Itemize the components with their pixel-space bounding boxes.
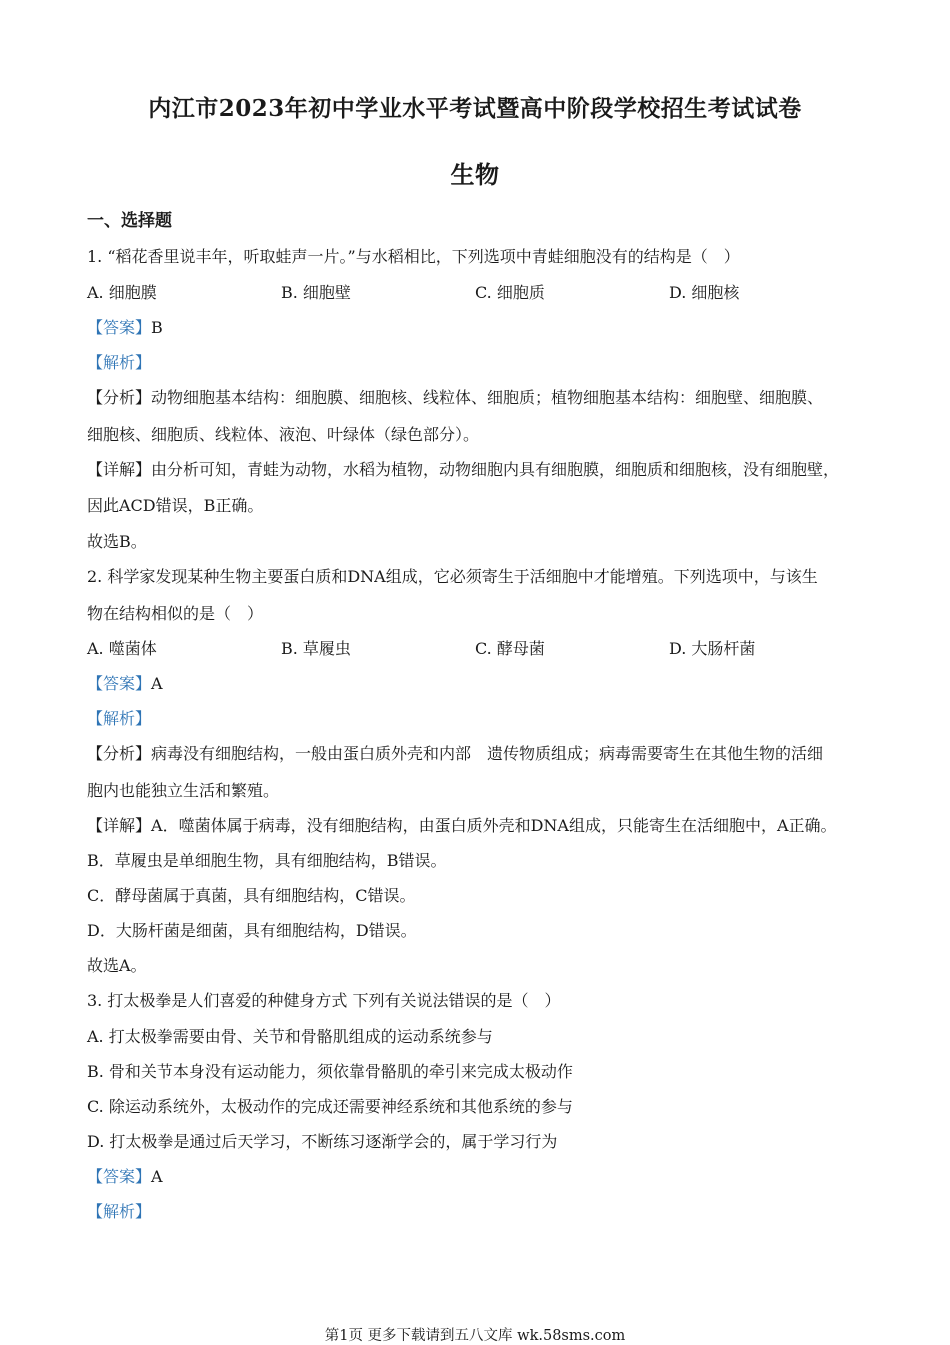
q1-detail-line-1 xyxy=(87,460,839,480)
q1-fenxi-line-1 xyxy=(87,388,823,408)
q2-option-d: D. 大肠杆菌 xyxy=(669,639,756,658)
page-subtitle: 生物 xyxy=(450,160,500,189)
q2-option-b: B. 草履虫 xyxy=(281,639,351,658)
q2-option-a: A. 噬菌体 xyxy=(87,639,157,658)
q1-fenxi-line-2: 细胞核、细胞质、线粒体、液泡、叶绿体（绿色部分）。 xyxy=(87,425,480,444)
fenxi-tag: 【分析】 xyxy=(87,744,152,763)
page-footer: 第1页 更多下载请到五八文库 wk.58sms.com xyxy=(324,1328,626,1344)
answer-tag: 【答案】 xyxy=(87,318,152,337)
fenxi-text: 病毒没有细胞结构，一般由蛋白质外壳和内部 遗传物质组成；病毒需要寄生在其他生物的活细 xyxy=(151,744,824,763)
q2-fenxi-line-2: 胞内也能独立生活和繁殖。 xyxy=(87,781,280,800)
q1-option-a: A. 细胞膜 xyxy=(87,283,157,302)
q1-option-d: D. 细胞核 xyxy=(669,283,740,302)
answer-value: A xyxy=(151,674,163,693)
q1-conclusion: 故选B。 xyxy=(87,532,147,551)
section-heading: 一、选择题 xyxy=(87,211,172,231)
fenxi-text: 动物细胞基本结构：细胞膜、细胞核、线粒体、细胞质；植物细胞基本结构：细胞壁、细胞膜、 xyxy=(151,388,824,407)
q2-detail-d: D．大肠杆菌是细菌，具有细胞结构，D错误。 xyxy=(87,921,417,940)
q3-stem: 3. 打太极拳是人们喜爱的种健身方式 下列有关说法错误的是（ ） xyxy=(87,991,561,1010)
q2-fenxi-line-1 xyxy=(87,744,823,764)
q2-conclusion: 故选A。 xyxy=(87,956,147,975)
q3-option-b: B. 骨和关节本身没有运动能力，须依靠骨骼肌的牵引来完成太极动作 xyxy=(87,1062,573,1081)
answer-value: A xyxy=(151,1167,163,1186)
q1-option-c: C. 细胞质 xyxy=(475,283,545,302)
xiangjie-tag: 【详解】 xyxy=(87,460,152,479)
q1-analysis-tag: 【解析】 xyxy=(87,353,152,372)
q3-option-c: C. 除运动系统外，太极动作的完成还需要神经系统和其他系统的参与 xyxy=(87,1097,573,1116)
q1-detail-line-2: 因此ACD错误，B正确。 xyxy=(87,496,264,515)
xiangjie-text: A．噬菌体属于病毒，没有细胞结构，由蛋白质外壳和DNA组成，只能寄生在活细胞中，A正确。 xyxy=(151,816,837,835)
q3-answer xyxy=(87,1167,163,1187)
q2-analysis-tag: 【解析】 xyxy=(87,709,152,728)
answer-tag: 【答案】 xyxy=(87,1167,152,1186)
q3-analysis-tag: 【解析】 xyxy=(87,1202,152,1221)
q2-option-c: C. 酵母菌 xyxy=(475,639,545,658)
q1-stem: 1. “稻花香里说丰年，听取蛙声一片。”与水稻相比，下列选项中青蛙细胞没有的结构是（ ） xyxy=(87,247,740,266)
q1-option-b: B. 细胞壁 xyxy=(281,283,351,302)
q2-stem-line-2: 物在结构相似的是（ ） xyxy=(87,604,264,623)
q2-detail-line-1 xyxy=(87,816,837,836)
q2-detail-b: B．草履虫是单细胞生物，具有细胞结构，B错误。 xyxy=(87,851,447,870)
q2-answer xyxy=(87,674,163,694)
q2-stem-line-1: 2. 科学家发现某种生物主要蛋白质和DNA组成，它必须寄生于活细胞中才能增殖。下列选项中，与该生 xyxy=(87,567,818,586)
fenxi-tag: 【分析】 xyxy=(87,388,152,407)
xiangjie-tag: 【详解】 xyxy=(87,816,152,835)
page-title: 内江市2023年初中学业水平考试暨高中阶段学校招生考试试卷 xyxy=(148,95,802,122)
q2-detail-c: C．酵母菌属于真菌，具有细胞结构，C错误。 xyxy=(87,886,416,905)
q3-option-d: D. 打太极拳是通过后天学习，不断练习逐渐学会的，属于学习行为 xyxy=(87,1132,558,1151)
answer-value: B xyxy=(151,318,163,337)
xiangjie-text: 由分析可知，青蛙为动物，水稻为植物，动物细胞内具有细胞膜，细胞质和细胞核，没有细胞壁， xyxy=(151,460,840,479)
answer-tag: 【答案】 xyxy=(87,674,152,693)
q1-answer xyxy=(87,318,163,338)
q3-option-a: A. 打太极拳需要由骨、关节和骨骼肌组成的运动系统参与 xyxy=(87,1027,493,1046)
